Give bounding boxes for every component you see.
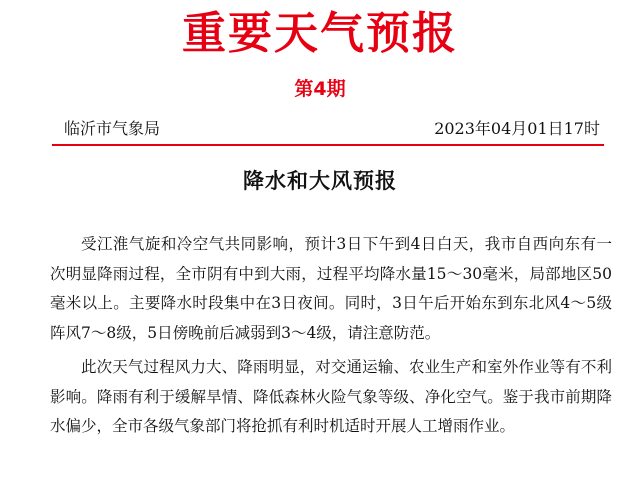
paragraph-forecast: 受江淮气旋和冷空气共同影响，预计3日下午到4日白天，我市自西向东有一次明显降雨过程，全市阴有中到大雨，过程平均降水量15～30毫米，局部地区50毫米以上。主要降水时段集中在3日夜间。同时，3日午后开始东到东北风4～5级阵风7～8级，5日傍晚前后减弱到3～4级，请注意防范。 xyxy=(50,235,612,342)
issue-number: 第4期 xyxy=(294,78,346,100)
issued-time: 2023年04月01日17时 xyxy=(434,119,600,138)
paragraph-impact: 此次天气过程风力大、降雨明显，对交通运输、农业生产和室外作业等有不利影响。降雨有利于缓解旱情、降低森林火险气象等级、净化空气。鉴于我市前期降水偏少，全市各级气象部门将抢抓有利时机适时开展人工增雨作业。 xyxy=(50,358,612,435)
header-divider xyxy=(52,144,604,146)
header-meta-row xyxy=(52,116,604,142)
issuing-agency: 临沂市气象局 xyxy=(64,119,161,138)
masthead-title: 重要天气预报 xyxy=(182,8,458,59)
article-body xyxy=(50,230,612,447)
article-title: 降水和大风预报 xyxy=(243,169,397,193)
